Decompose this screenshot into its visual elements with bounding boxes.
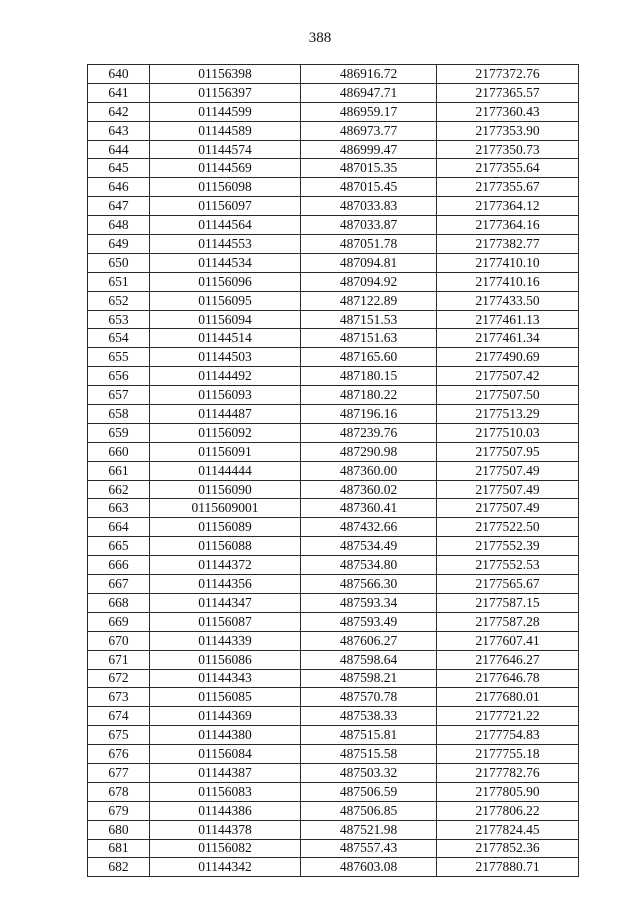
table-row <box>88 820 579 839</box>
x-coordinate-cell: 487598.21 <box>301 669 437 688</box>
row-number-cell: 640 <box>88 65 150 84</box>
table-row <box>88 839 579 858</box>
y-coordinate-cell: 2177461.34 <box>437 329 579 348</box>
table-row <box>88 631 579 650</box>
x-coordinate-cell: 487051.78 <box>301 235 437 254</box>
point-id-cell: 01144599 <box>150 102 301 121</box>
y-coordinate-cell: 2177565.67 <box>437 575 579 594</box>
y-coordinate-cell: 2177507.42 <box>437 367 579 386</box>
table-row <box>88 423 579 442</box>
row-number-cell: 643 <box>88 121 150 140</box>
point-id-cell: 01156087 <box>150 612 301 631</box>
point-id-cell: 01144372 <box>150 556 301 575</box>
table-row <box>88 253 579 272</box>
x-coordinate-cell: 487165.60 <box>301 348 437 367</box>
x-coordinate-cell: 486959.17 <box>301 102 437 121</box>
y-coordinate-cell: 2177806.22 <box>437 801 579 820</box>
point-id-cell: 01144589 <box>150 121 301 140</box>
table-row <box>88 140 579 159</box>
x-coordinate-cell: 487538.33 <box>301 707 437 726</box>
table-row <box>88 197 579 216</box>
table-row <box>88 480 579 499</box>
row-number-cell: 677 <box>88 763 150 782</box>
y-coordinate-cell: 2177805.90 <box>437 782 579 801</box>
y-coordinate-cell: 2177372.76 <box>437 65 579 84</box>
table-row <box>88 329 579 348</box>
point-id-cell: 01156097 <box>150 197 301 216</box>
table-row <box>88 216 579 235</box>
y-coordinate-cell: 2177461.13 <box>437 310 579 329</box>
table-row <box>88 386 579 405</box>
table-row <box>88 575 579 594</box>
point-id-cell: 01156082 <box>150 839 301 858</box>
row-number-cell: 674 <box>88 707 150 726</box>
x-coordinate-cell: 487360.00 <box>301 461 437 480</box>
table-row <box>88 291 579 310</box>
row-number-cell: 649 <box>88 235 150 254</box>
table-row <box>88 537 579 556</box>
x-coordinate-cell: 486973.77 <box>301 121 437 140</box>
y-coordinate-cell: 2177410.16 <box>437 272 579 291</box>
point-id-cell: 01144564 <box>150 216 301 235</box>
row-number-cell: 672 <box>88 669 150 688</box>
table-row <box>88 405 579 424</box>
row-number-cell: 658 <box>88 405 150 424</box>
coordinates-table <box>87 64 579 877</box>
table-row <box>88 499 579 518</box>
y-coordinate-cell: 2177513.29 <box>437 405 579 424</box>
y-coordinate-cell: 2177880.71 <box>437 858 579 877</box>
x-coordinate-cell: 487151.63 <box>301 329 437 348</box>
row-number-cell: 655 <box>88 348 150 367</box>
row-number-cell: 652 <box>88 291 150 310</box>
point-id-cell: 01144569 <box>150 159 301 178</box>
table-row <box>88 102 579 121</box>
point-id-cell: 01144492 <box>150 367 301 386</box>
y-coordinate-cell: 2177507.49 <box>437 480 579 499</box>
y-coordinate-cell: 2177680.01 <box>437 688 579 707</box>
x-coordinate-cell: 487606.27 <box>301 631 437 650</box>
x-coordinate-cell: 487360.41 <box>301 499 437 518</box>
x-coordinate-cell: 487515.58 <box>301 745 437 764</box>
row-number-cell: 641 <box>88 83 150 102</box>
x-coordinate-cell: 487593.34 <box>301 593 437 612</box>
y-coordinate-cell: 2177507.50 <box>437 386 579 405</box>
point-id-cell: 01156090 <box>150 480 301 499</box>
row-number-cell: 664 <box>88 518 150 537</box>
point-id-cell: 01144444 <box>150 461 301 480</box>
x-coordinate-cell: 487151.53 <box>301 310 437 329</box>
point-id-cell: 01144342 <box>150 858 301 877</box>
x-coordinate-cell: 487598.64 <box>301 650 437 669</box>
table-row <box>88 518 579 537</box>
table-row <box>88 612 579 631</box>
y-coordinate-cell: 2177755.18 <box>437 745 579 764</box>
row-number-cell: 659 <box>88 423 150 442</box>
point-id-cell: 01144514 <box>150 329 301 348</box>
row-number-cell: 662 <box>88 480 150 499</box>
y-coordinate-cell: 2177646.27 <box>437 650 579 669</box>
x-coordinate-cell: 487557.43 <box>301 839 437 858</box>
point-id-cell: 01144534 <box>150 253 301 272</box>
point-id-cell: 01156088 <box>150 537 301 556</box>
x-coordinate-cell: 487566.30 <box>301 575 437 594</box>
x-coordinate-cell: 487506.85 <box>301 801 437 820</box>
table-row <box>88 726 579 745</box>
page-number: 388 <box>308 30 332 46</box>
row-number-cell: 667 <box>88 575 150 594</box>
row-number-cell: 648 <box>88 216 150 235</box>
point-id-cell: 01156091 <box>150 442 301 461</box>
table-row <box>88 367 579 386</box>
y-coordinate-cell: 2177507.49 <box>437 461 579 480</box>
row-number-cell: 644 <box>88 140 150 159</box>
point-id-cell: 01144574 <box>150 140 301 159</box>
point-id-cell: 01156398 <box>150 65 301 84</box>
point-id-cell: 01156098 <box>150 178 301 197</box>
x-coordinate-cell: 487094.92 <box>301 272 437 291</box>
row-number-cell: 660 <box>88 442 150 461</box>
point-id-cell: 01144380 <box>150 726 301 745</box>
point-id-cell: 01156095 <box>150 291 301 310</box>
table-row <box>88 159 579 178</box>
point-id-cell: 01144343 <box>150 669 301 688</box>
table-row <box>88 461 579 480</box>
y-coordinate-cell: 2177410.10 <box>437 253 579 272</box>
table-row <box>88 65 579 84</box>
table-row <box>88 782 579 801</box>
y-coordinate-cell: 2177754.83 <box>437 726 579 745</box>
point-id-cell: 01144503 <box>150 348 301 367</box>
x-coordinate-cell: 487180.15 <box>301 367 437 386</box>
y-coordinate-cell: 2177721.22 <box>437 707 579 726</box>
row-number-cell: 668 <box>88 593 150 612</box>
coordinates-table-body <box>88 65 579 877</box>
table-row <box>88 310 579 329</box>
point-id-cell: 01144553 <box>150 235 301 254</box>
row-number-cell: 647 <box>88 197 150 216</box>
point-id-cell: 01156083 <box>150 782 301 801</box>
row-number-cell: 666 <box>88 556 150 575</box>
point-id-cell: 01144339 <box>150 631 301 650</box>
x-coordinate-cell: 487239.76 <box>301 423 437 442</box>
row-number-cell: 678 <box>88 782 150 801</box>
x-coordinate-cell: 487360.02 <box>301 480 437 499</box>
table-row <box>88 669 579 688</box>
x-coordinate-cell: 487015.35 <box>301 159 437 178</box>
x-coordinate-cell: 487515.81 <box>301 726 437 745</box>
x-coordinate-cell: 487570.78 <box>301 688 437 707</box>
point-id-cell: 01144356 <box>150 575 301 594</box>
y-coordinate-cell: 2177607.41 <box>437 631 579 650</box>
row-number-cell: 673 <box>88 688 150 707</box>
y-coordinate-cell: 2177353.90 <box>437 121 579 140</box>
row-number-cell: 646 <box>88 178 150 197</box>
y-coordinate-cell: 2177350.73 <box>437 140 579 159</box>
row-number-cell: 679 <box>88 801 150 820</box>
row-number-cell: 681 <box>88 839 150 858</box>
row-number-cell: 663 <box>88 499 150 518</box>
y-coordinate-cell: 2177552.53 <box>437 556 579 575</box>
y-coordinate-cell: 2177522.50 <box>437 518 579 537</box>
x-coordinate-cell: 487196.16 <box>301 405 437 424</box>
x-coordinate-cell: 487534.80 <box>301 556 437 575</box>
table-row <box>88 650 579 669</box>
row-number-cell: 650 <box>88 253 150 272</box>
y-coordinate-cell: 2177365.57 <box>437 83 579 102</box>
point-id-cell: 01144369 <box>150 707 301 726</box>
table-row <box>88 556 579 575</box>
point-id-cell: 01144487 <box>150 405 301 424</box>
table-row <box>88 593 579 612</box>
table-row <box>88 442 579 461</box>
y-coordinate-cell: 2177364.12 <box>437 197 579 216</box>
x-coordinate-cell: 487506.59 <box>301 782 437 801</box>
table-row <box>88 235 579 254</box>
x-coordinate-cell: 487534.49 <box>301 537 437 556</box>
point-id-cell: 01156084 <box>150 745 301 764</box>
row-number-cell: 653 <box>88 310 150 329</box>
row-number-cell: 654 <box>88 329 150 348</box>
y-coordinate-cell: 2177364.16 <box>437 216 579 235</box>
row-number-cell: 665 <box>88 537 150 556</box>
point-id-cell: 01156086 <box>150 650 301 669</box>
table-row <box>88 688 579 707</box>
row-number-cell: 645 <box>88 159 150 178</box>
point-id-cell: 0115609001 <box>150 499 301 518</box>
table-row <box>88 121 579 140</box>
y-coordinate-cell: 2177587.28 <box>437 612 579 631</box>
table-row <box>88 801 579 820</box>
y-coordinate-cell: 2177355.64 <box>437 159 579 178</box>
y-coordinate-cell: 2177852.36 <box>437 839 579 858</box>
x-coordinate-cell: 487603.08 <box>301 858 437 877</box>
y-coordinate-cell: 2177824.45 <box>437 820 579 839</box>
row-number-cell: 671 <box>88 650 150 669</box>
x-coordinate-cell: 486916.72 <box>301 65 437 84</box>
y-coordinate-cell: 2177510.03 <box>437 423 579 442</box>
x-coordinate-cell: 487015.45 <box>301 178 437 197</box>
row-number-cell: 669 <box>88 612 150 631</box>
y-coordinate-cell: 2177507.49 <box>437 499 579 518</box>
x-coordinate-cell: 487033.83 <box>301 197 437 216</box>
table-row <box>88 272 579 291</box>
row-number-cell: 657 <box>88 386 150 405</box>
x-coordinate-cell: 487033.87 <box>301 216 437 235</box>
x-coordinate-cell: 487503.32 <box>301 763 437 782</box>
point-id-cell: 01156089 <box>150 518 301 537</box>
point-id-cell: 01156094 <box>150 310 301 329</box>
x-coordinate-cell: 487593.49 <box>301 612 437 631</box>
y-coordinate-cell: 2177355.67 <box>437 178 579 197</box>
row-number-cell: 642 <box>88 102 150 121</box>
x-coordinate-cell: 487122.89 <box>301 291 437 310</box>
table-row <box>88 858 579 877</box>
y-coordinate-cell: 2177782.76 <box>437 763 579 782</box>
table-row <box>88 83 579 102</box>
y-coordinate-cell: 2177507.95 <box>437 442 579 461</box>
row-number-cell: 670 <box>88 631 150 650</box>
table-row <box>88 707 579 726</box>
point-id-cell: 01144378 <box>150 820 301 839</box>
y-coordinate-cell: 2177490.69 <box>437 348 579 367</box>
row-number-cell: 676 <box>88 745 150 764</box>
x-coordinate-cell: 487432.66 <box>301 518 437 537</box>
y-coordinate-cell: 2177552.39 <box>437 537 579 556</box>
table-row <box>88 178 579 197</box>
y-coordinate-cell: 2177360.43 <box>437 102 579 121</box>
x-coordinate-cell: 487290.98 <box>301 442 437 461</box>
point-id-cell: 01156096 <box>150 272 301 291</box>
table-row <box>88 348 579 367</box>
row-number-cell: 675 <box>88 726 150 745</box>
row-number-cell: 680 <box>88 820 150 839</box>
x-coordinate-cell: 487521.98 <box>301 820 437 839</box>
row-number-cell: 682 <box>88 858 150 877</box>
point-id-cell: 01144387 <box>150 763 301 782</box>
table-row <box>88 745 579 764</box>
row-number-cell: 661 <box>88 461 150 480</box>
point-id-cell: 01144386 <box>150 801 301 820</box>
x-coordinate-cell: 486947.71 <box>301 83 437 102</box>
x-coordinate-cell: 486999.47 <box>301 140 437 159</box>
y-coordinate-cell: 2177433.50 <box>437 291 579 310</box>
y-coordinate-cell: 2177587.15 <box>437 593 579 612</box>
y-coordinate-cell: 2177382.77 <box>437 235 579 254</box>
x-coordinate-cell: 487094.81 <box>301 253 437 272</box>
y-coordinate-cell: 2177646.78 <box>437 669 579 688</box>
table-row <box>88 763 579 782</box>
point-id-cell: 01156085 <box>150 688 301 707</box>
row-number-cell: 656 <box>88 367 150 386</box>
point-id-cell: 01156093 <box>150 386 301 405</box>
point-id-cell: 01156092 <box>150 423 301 442</box>
point-id-cell: 01156397 <box>150 83 301 102</box>
x-coordinate-cell: 487180.22 <box>301 386 437 405</box>
point-id-cell: 01144347 <box>150 593 301 612</box>
row-number-cell: 651 <box>88 272 150 291</box>
